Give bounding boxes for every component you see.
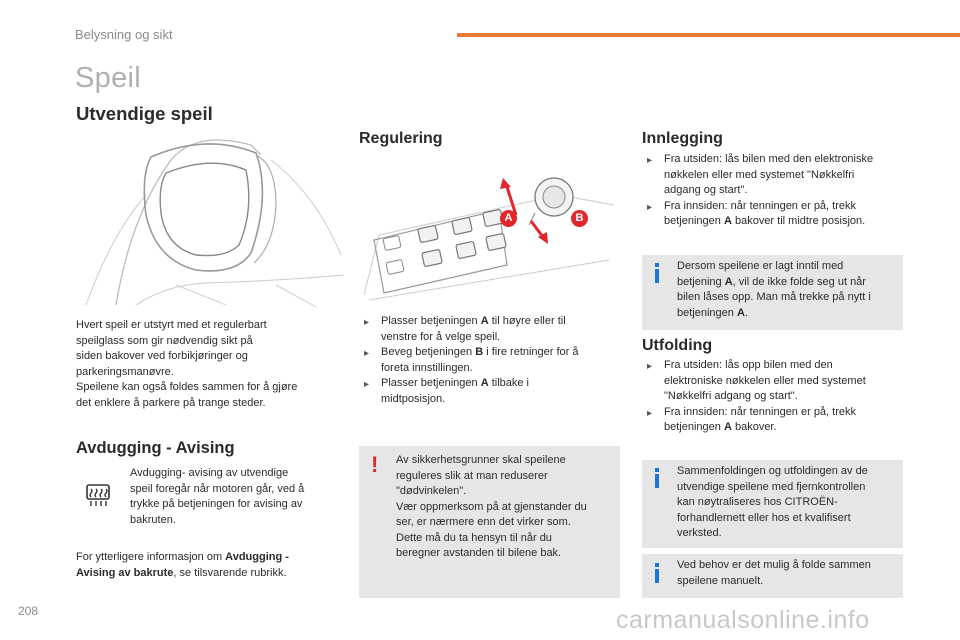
- intro-line: Hvert speil er utstyrt med et regulerbart: [76, 319, 267, 331]
- door-control-illustration: [359, 165, 621, 305]
- page-number: 208: [18, 604, 39, 618]
- list-item: ▸ Fra innsiden: når tenningen er på, trekk betjeningen A bakover.: [647, 405, 907, 436]
- info-icon: [655, 474, 659, 488]
- defog-text: [130, 466, 345, 528]
- section-header: Belysning og sikt: [75, 27, 173, 42]
- label-a-marker: A: [500, 210, 517, 227]
- innlegging-heading: Innlegging: [642, 130, 723, 147]
- bullet-mark-icon: ▸: [647, 201, 653, 213]
- list-item: ▸ Plasser betjeningen A tilbake i midtposisjon.: [364, 376, 619, 407]
- bullet-mark-icon: ▸: [364, 379, 370, 390]
- info-icon: [655, 569, 659, 583]
- defog-line: trykke på betjeningen for avising av: [130, 498, 303, 510]
- list-item: ▸ Fra utsiden: lås opp bilen med den elektroniske nøkkelen eller med systemet "Nøkkelfri adgang og start".: [647, 358, 907, 405]
- warning-line: "dødvinkelen".: [396, 485, 467, 497]
- label-b-marker: B: [571, 210, 588, 227]
- watermark: carmanualsonline.info: [616, 606, 870, 634]
- defog-reference: For ytterligere informasjon om Avdugging - Avising av bakrute, se tilsvarende rubrikk.: [76, 551, 289, 579]
- regulering-bullets: [364, 314, 619, 407]
- bullet-mark-icon: ▸: [647, 155, 653, 166]
- list-item: ▸ Plasser betjeningen A til høyre eller til venstre for å velge speil.: [364, 314, 619, 345]
- info-box-dealer: Sammenfoldingen og utfoldingen av de utvendige speilene med fjernkontrollen kan nøytraliseres hos CITROËN- forhandlernett eller hos et kvalifisert verksted.: [642, 460, 903, 548]
- innlegging-bullets: [647, 152, 907, 230]
- defog-heading: Avdugging - Avising: [76, 439, 235, 457]
- intro-line: siden bakover ved forbikjøringer og: [76, 350, 248, 362]
- warning-line: Dette må du ta hensyn til når du: [396, 531, 552, 544]
- info-icon: [655, 563, 659, 567]
- bullet-mark-icon: ▸: [647, 407, 653, 419]
- defog-line: bakruten.: [130, 513, 176, 526]
- intro-line: det enklere å parkere på trange steder.: [76, 396, 266, 409]
- regulering-heading: Regulering: [359, 130, 443, 147]
- utfolding-bullets: [647, 358, 907, 436]
- info-box-folding: Dersom speilene er lagt inntil med betjening A, vil de ikke folde seg ut når bilen låses opp. Man må trekke på nytt i betjeningen A.: [642, 255, 903, 330]
- intro-line: parkeringsmanøvre.: [76, 365, 174, 378]
- intro-line: Speilene kan også foldes sammen for å gjøre: [76, 381, 298, 393]
- rear-defrost-icon: [84, 480, 112, 508]
- intro-paragraph: [76, 318, 346, 411]
- warning-icon: !: [371, 452, 379, 477]
- warning-line: Av sikkerhetsgrunner skal speilene: [396, 454, 566, 466]
- mirror-illustration: [76, 135, 346, 307]
- warning-line: reguleres slik at man reduserer: [396, 469, 548, 482]
- subtitle: Utvendige speil: [76, 103, 213, 124]
- warning-box: [359, 446, 620, 598]
- defog-line: speil foregår når motoren går, ved å: [130, 482, 305, 495]
- list-item: ▸ Beveg betjeningen B i fire retninger for å foreta innstillingen.: [364, 345, 619, 376]
- info-icon: [655, 269, 659, 283]
- bullet-mark-icon: ▸: [647, 361, 653, 372]
- utfolding-heading: Utfolding: [642, 337, 713, 354]
- warning-line: beregner avstanden til bilene bak.: [396, 547, 562, 559]
- warning-line: Vær oppmerksom på at gjenstander du: [396, 500, 587, 513]
- warning-line: ser, er nærmere enn det virker som.: [396, 516, 571, 528]
- bullet-mark-icon: ▸: [364, 317, 370, 328]
- defog-line: Avdugging- avising av utvendige: [130, 467, 289, 479]
- bullet-mark-icon: ▸: [364, 348, 370, 359]
- intro-line: speilglass som gir nødvendig sikt på: [76, 334, 253, 347]
- header-accent-bar: [457, 33, 960, 37]
- list-item: ▸ Fra innsiden: når tenningen er på, trekk betjeningen A bakover til midtre posisjon.: [647, 199, 907, 230]
- info-icon: [655, 263, 659, 267]
- info-box-manual: Ved behov er det mulig å folde sammen speilene manuelt.: [642, 554, 903, 598]
- list-item: ▸ Fra utsiden: lås bilen med den elektroniske nøkkelen eller med systemet "Nøkkelfri adgang og start".: [647, 152, 907, 199]
- page-title: Speil: [75, 62, 141, 94]
- info-icon: [655, 468, 659, 472]
